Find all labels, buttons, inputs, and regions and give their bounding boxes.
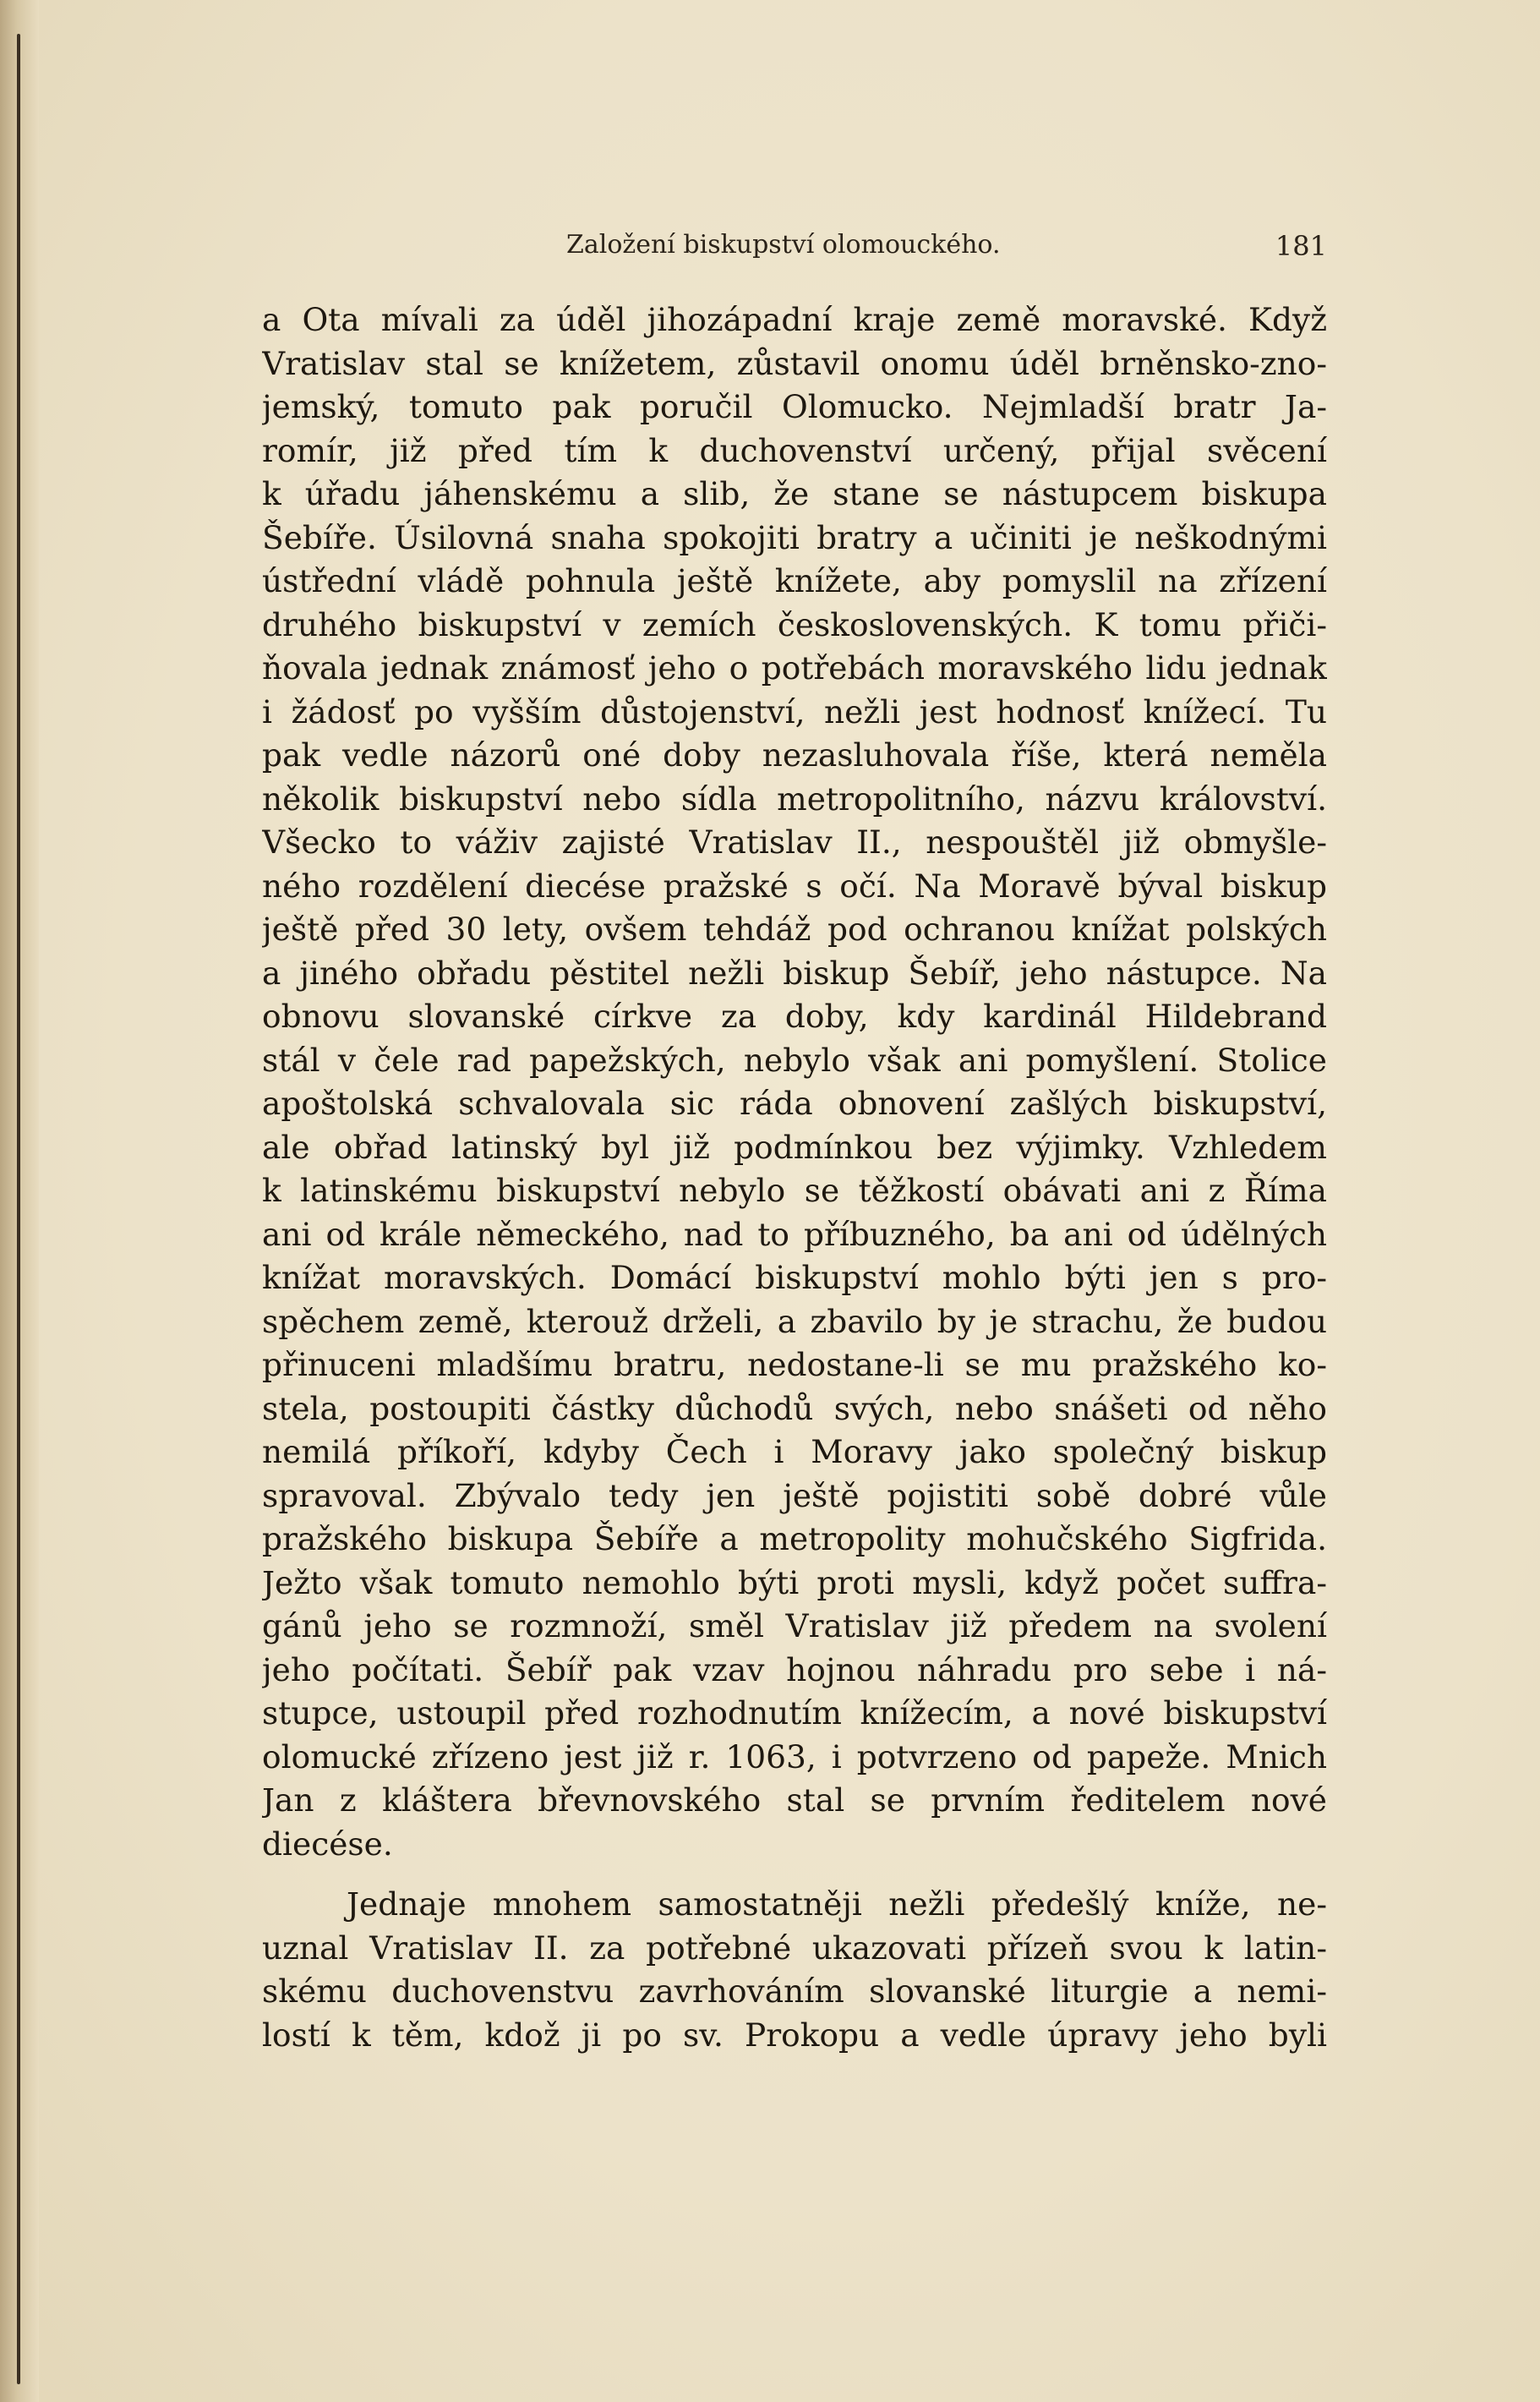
text-line: stupce, ustoupil před rozhodnutím knížecím, a nové biskupství: [262, 1694, 1327, 1732]
text-line: Všecko to váživ zajisté Vratislav II., nespouštěl již obmyšle-: [262, 823, 1327, 861]
text-line: jeho počítati. Šebíř pak vzav hojnou náhradu pro sebe i ná-: [262, 1650, 1327, 1688]
text-line: romír, již před tím k duchovenství určený, přijal svěcení: [262, 431, 1327, 469]
text-line: ústřední vládě pohnula ještě knížete, aby pomyslil na zřízení: [262, 562, 1327, 599]
paragraph-gap: [262, 1866, 1327, 1883]
text-line: ale obřad latinský byl již podmínkou bez výjimky. Vzhledem: [262, 1128, 1327, 1166]
text-line: lostí k těm, kdož ji po sv. Prokopu a vedle úpravy jeho byli: [262, 2016, 1327, 2054]
paragraph-2: [262, 1883, 1327, 2057]
text-line: pražského biskupa Šebíře a metropolity mohučského Sigfrida.: [262, 1520, 1327, 1557]
text-line: Ježto však tomuto nemohlo býti proti mysli, když počet suffra-: [262, 1563, 1327, 1601]
text-line: Jan z kláštera břevnovského stal se prvním ředitelem nové: [262, 1781, 1327, 1819]
text-line: obnovu slovanské církve za doby, kdy kardinál Hildebrand: [262, 998, 1327, 1035]
text-line: gánů jeho se rozmnoží, směl Vratislav již předem na svolení: [262, 1607, 1327, 1644]
text-line: Šebíře. Úsilovná snaha spokojiti bratry a učiniti je neškodnými: [262, 518, 1327, 556]
text-line: k úřadu jáhenskému a slib, že stane se nástupcem biskupa: [262, 475, 1327, 512]
text-line: několik biskupství nebo sídla metropolitního, názvu království.: [262, 780, 1327, 818]
text-line: stela, postoupiti částky důchodů svých, nebo snášeti od něho: [262, 1389, 1327, 1427]
text-line: ného rozdělení diecése pražské s očí. Na Moravě býval biskup: [262, 867, 1327, 905]
text-line: a Ota mívali za úděl jihozápadní kraje země moravské. Když: [262, 301, 1327, 338]
text-line: ještě před 30 lety, ovšem tehdáž pod ochranou knížat polských: [262, 911, 1327, 948]
text-line: apoštolská schvalovala sic ráda obnovení zašlých biskupství,: [262, 1085, 1327, 1122]
text-line: pak vedle názorů oné doby nezasluhovala říše, která neměla: [262, 736, 1327, 774]
text-line: spěchem země, kterouž drželi, a zbavilo by je strachu, že budou: [262, 1302, 1327, 1340]
body-text: [262, 298, 1327, 2057]
paragraph-1: [262, 298, 1327, 1866]
text-line: i žádosť po vyšším důstojenství, nežli jest hodnosť knížecí. Tu: [262, 692, 1327, 730]
text-line: Vratislav stal se knížetem, zůstavil onomu úděl brněnsko-zno-: [262, 344, 1327, 382]
text-line: jemský, tomuto pak poručil Olomucko. Nejmladší bratr Ja-: [262, 388, 1327, 425]
text-line: uznal Vratislav II. za potřebné ukazovati přízeň svou k latin-: [262, 1929, 1327, 1967]
text-line: stál v čele rad papežských, nebylo však ani pomyšlení. Stolice: [262, 1041, 1327, 1079]
text-line: a jiného obřadu pěstitel nežli biskup Šebíř, jeho nástupce. Na: [262, 954, 1327, 992]
text-line: olomucké zřízeno jest již r. 1063, i potvrzeno od papeže. Mnich: [262, 1737, 1327, 1776]
text-line: přinuceni mladšímu bratru, nedostane-li se mu pražského ko-: [262, 1346, 1327, 1383]
text-line: nemilá příkoří, kdyby Čech i Moravy jako společný biskup: [262, 1433, 1327, 1470]
text-line: skému duchovenstvu zavrhováním slovanské liturgie a nemi-: [262, 1972, 1327, 2010]
text-line: k latinskému biskupství nebylo se těžkostí obávati ani z Říma: [262, 1172, 1327, 1209]
binding-shadow-line: [17, 34, 20, 2384]
running-header: [262, 230, 1327, 269]
text-line: spravoval. Zbývalo tedy jen ještě pojistiti sobě dobré vůle: [262, 1476, 1327, 1514]
running-title: Založení biskupství olomouckého.: [566, 230, 1001, 260]
text-line: knížat moravských. Domácí biskupství mohlo býti jen s pro-: [262, 1259, 1327, 1296]
text-line: Jednaje mnohem samostatněji nežli předešlý kníže, ne-: [347, 1885, 1327, 1923]
binding-edge: [0, 0, 39, 2402]
text-line: druhého biskupství v zemích československých. K tomu přiči-: [262, 605, 1327, 643]
text-line: ani od krále německého, nad to příbuzného, ba ani od údělných: [262, 1215, 1327, 1253]
page-number: 181: [1275, 230, 1327, 262]
text-line: diecése.: [262, 1825, 393, 1863]
text-line: ňovala jednak známosť jeho o potřebách moravského lidu jednak: [262, 649, 1327, 687]
